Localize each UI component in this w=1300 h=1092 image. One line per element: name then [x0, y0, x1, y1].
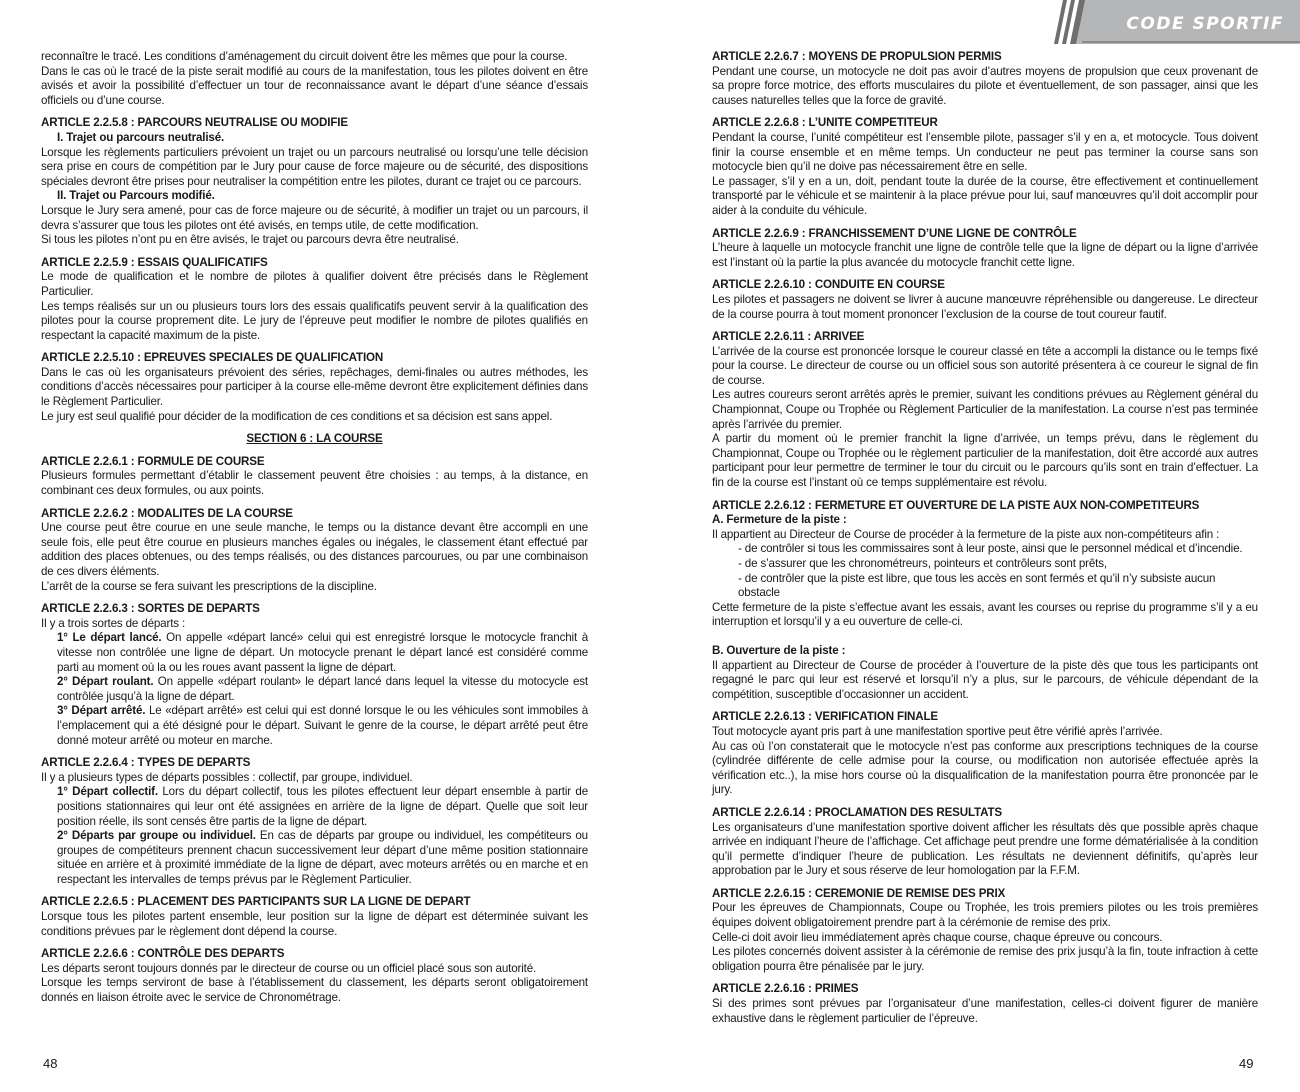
banner-title: CODE SPORTIF	[1126, 14, 1284, 34]
article-2266-p2: Lorsque les temps serviront de base à l’établissement du classement, les départs seront obligatoirement donnés en liaison étroite avec le service de Chronométrage.	[41, 976, 588, 1005]
dash-item: - de s’assurer que les chronométreurs, pointeurs et contrôleurs sont prêts,	[738, 557, 1107, 570]
article-2263-item3	[41, 704, 588, 748]
article-2258-p2: Lorsque le Jury sera amené, pour cas de force majeure ou de sécurité, à modifier un trajet ou un parcours, il devra s’assurer que tous les pilotes ont été avisés, en temps utile, de cette modification.	[41, 203, 588, 232]
article-22612-p-b: Il appartient au Directeur de Course de procéder à l’ouverture de la piste dès que tous les participants ont regagné le parc qui leur est réservé et lorsqu’il n’y a plus, sur le parcours, de véhicule dépendant de la compétition, susceptible d’occasionner un accident.	[712, 658, 1258, 701]
article-2267-title: ARTICLE 2.2.6.7 : MOYENS DE PROPULSION PERMIS	[712, 50, 1002, 63]
right-column	[712, 50, 1258, 1026]
section-6-heading: SECTION 6 : LA COURSE	[246, 432, 383, 446]
article-2262-title: ARTICLE 2.2.6.2 : MODALITES DE LA COURSE	[41, 506, 293, 520]
article-22612-title: ARTICLE 2.2.6.12 : FERMETURE ET OUVERTURE DE LA PISTE AUX NON-COMPETITEURS	[712, 498, 1200, 512]
article-22510-title: ARTICLE 2.2.5.10 : EPREUVES SPECIALES DE QUALIFICATION	[41, 351, 384, 365]
article-2265-p1: Lorsque tous les pilotes partent ensemble, leur position sur la ligne de départ est déterminée suivant les conditions prévues par le règlement dont dépend la course.	[41, 910, 588, 938]
article-22612-p-a: Cette fermeture de la piste s’effectue avant les essais, avant les courses ou reprise du programme s’il y a eu interruption et lorsqu’il y a eu ouverture de celle-ci.	[712, 600, 1258, 629]
article-2264-title: ARTICLE 2.2.6.4 : TYPES DE DEPARTS	[41, 756, 251, 770]
article-2258-sub1: I. Trajet ou parcours neutralisé.	[57, 130, 225, 144]
article-22615-p3: Les pilotes concernés doivent assister à la cérémonie de remise des prix jusqu’à la fin, toute infraction à cette obligation pourra être pénalisée par le jury.	[712, 945, 1258, 973]
article-22615-p1: Pour les épreuves de Championnats, Coupe ou Trophée, les trois premiers pilotes ou les trois premières équipes doivent obligatoirement prendre part à la cérémonie de remise des prix.	[712, 901, 1258, 930]
article-2264-item2	[41, 829, 588, 887]
item-text: Lors du départ collectif, tous les pilotes effectuent leur départ ensemble à partir de positions stationnaires qui leur ont été assignées en arrière de la ligne de départ. Quelle que soit leur position réelle, ils sont censés être partis de la ligne de départ.	[57, 785, 588, 828]
left-column	[41, 50, 588, 1006]
article-2269-title: ARTICLE 2.2.6.9 : FRANCHISSEMENT D’UNE LIGNE DE CONTRÔLE	[712, 226, 1077, 240]
article-2264-item1	[41, 785, 588, 829]
article-22611-p3: A partir du moment où le premier franchit la ligne d’arrivée, un temps prévu, dans le règlement du Championnat, Coupe ou Trophée ou le règlement particulier de la manifestation, doit être accordé aux autres participant pour leur permettre de terminer le tour du circuit ou le parcours qu’ils sont en train d’effectuer. La fin de la course est l’instant où ce temps supplémentaire est révolu.	[712, 432, 1258, 490]
article-2264-intro: Il y a plusieurs types de départs possibles : collectif, par groupe, individuel.	[41, 770, 413, 784]
article-2262-p2: L’arrêt de la course se fera suivant les prescriptions de la discipline.	[41, 579, 377, 593]
article-2263-intro: Il y a trois sortes de départs :	[41, 616, 186, 630]
article-22611-title: ARTICLE 2.2.6.11 : ARRIVEE	[712, 330, 865, 344]
right-page	[650, 0, 1300, 1092]
article-22510-p2: Le jury est seul qualifié pour décider de la modification de ces conditions et sa décision est sans appel.	[41, 409, 553, 423]
article-22612-sub-b: B. Ouverture de la piste :	[712, 643, 846, 657]
article-2265-title: ARTICLE 2.2.6.5 : PLACEMENT DES PARTICIPANTS SUR LA LIGNE DE DEPART	[41, 895, 471, 909]
article-2266-title: ARTICLE 2.2.6.6 : CONTRÔLE DES DEPARTS	[41, 947, 285, 961]
article-2258-title: ARTICLE 2.2.5.8 : PARCOURS NEUTRALISE OU MODIFIE	[41, 116, 348, 130]
item-label: 2° Départs par groupe ou individuel.	[57, 829, 256, 843]
article-22611-p2: Les autres coureurs seront arrêtés après le premier, suivant les conditions prévues au Règlement général du Championnat, Coupe ou Trophée ou Règlement Particulier de la manifestation. La course n’est pas terminée après l’arrivée du premier.	[712, 388, 1258, 431]
article-22612-sub-a: A. Fermeture de la piste :	[712, 513, 847, 527]
item-label: 3° Départ arrêté.	[57, 704, 146, 718]
article-2263-item2	[41, 675, 588, 704]
page-number: 48	[43, 1056, 58, 1071]
article-2268-title: ARTICLE 2.2.6.8 : L’UNITE COMPETITEUR	[712, 116, 938, 130]
article-22614-p1: Les organisateurs d’une manifestation sportive doivent afficher les résultats dès que possible après chaque arrivée en indiquant l’heure de l’affichage. Cet affichage peut prendre une forme dématérialisée à la condition qu’il permette d’indiquer l’heure de publication. Les résultats ne deviennent définitifs, qu’après leur approbation par le Jury et sous réserve de leur homologation par la F.F.M.	[712, 820, 1258, 878]
article-22615-p2: Celle-ci doit avoir lieu immédiatement après chaque course, chaque épreuve ou concours.	[712, 930, 1163, 944]
article-2263-item1	[41, 631, 588, 675]
article-22610-p1: Les pilotes et passagers ne doivent se livrer à aucune manœuvre répréhensible ou dangereuse. Le directeur de la course pourra à tout moment prononcer l’exclusion de la course de tout coureur fautif.	[712, 292, 1258, 321]
article-2266-p1: Les départs seront toujours donnés par le directeur de course ou un officiel placé sous son autorité.	[41, 961, 537, 975]
article-22613-p2: Au cas où l’on constaterait que le motocycle n’est pas conforme aux prescriptions techniques de la course (cylindrée différente de celle admise pour la course, ou modification non autorisée effectuée après la vérification etc..), la mise hors course où la disqualification de la manifestation pourra être prononcée par le jury.	[712, 739, 1258, 797]
article-22613-p1: Tout motocycle ayant pris part à une manifestation sportive peut être vérifié après l’arrivée.	[712, 724, 1163, 738]
article-22610-title: ARTICLE 2.2.6.10 : CONDUITE EN COURSE	[712, 278, 945, 292]
article-2268-p1: Pendant la course, l’unité compétiteur est l’ensemble pilote, passager s’il y en a, et motocycle. Tous doivent finir la course ensemble et en même temps. Un conducteur ne peut pas terminer la course sans son motocycle bien qu’il ne doive pas nécessairement être en selle.	[712, 130, 1258, 174]
item-text: En cas de départs par groupe ou individuel, les compétiteurs ou groupes de compétiteurs prennent chacun successivement leur départ d’une même position stationnaire située en arrière et à proximité immédiate de la ligne de départ, avec moteurs arrêtés ou en marche et en respectant les intervalles de temps prévus par le Règlement Particulier.	[57, 829, 588, 886]
article-2258-sub2: II. Trajet ou Parcours modifié.	[57, 189, 215, 203]
article-22611-p1: L’arrivée de la course est prononcée lorsque le coureur classé en tête a accompli la distance ou le temps fixé pour la course. Le directeur de course ou un officiel sous son autorité présentera à ce coureur le signal de fin de course.	[712, 344, 1258, 387]
article-2269-p1: L’heure à laquelle un motocycle franchit une ligne de contrôle telle que la ligne de départ ou la ligne d’arrivée est l’instant où la partie la plus avancée du motocycle franchit cette ligne.	[712, 241, 1258, 269]
article-2267-p1: Pendant une course, un motocycle ne doit pas avoir d’autres moyens de propulsion que ceux provenant de sa propre force motrice, des efforts musculaires du pilote et éventuellement, de son passager, ainsi que les causes naturelles telles que la force de gravité.	[712, 64, 1258, 107]
article-2263-title: ARTICLE 2.2.6.3 : SORTES DE DEPARTS	[41, 602, 260, 616]
article-22616-title: ARTICLE 2.2.6.16 : PRIMES	[712, 982, 859, 996]
item-label: 1° Départ collectif.	[57, 785, 158, 799]
article-2258-p3: Si tous les pilotes n’ont pu en être avisés, le trajet ou parcours devra être neutralisé.	[41, 233, 459, 247]
article-22615-title: ARTICLE 2.2.6.15 : CEREMONIE DE REMISE DES PRIX	[712, 886, 1006, 900]
item-label: 1° Le départ lancé.	[57, 631, 162, 645]
page-number: 49	[1239, 1056, 1254, 1071]
dash-item-continued: obstacle	[738, 586, 780, 600]
item-label: 2° Départ roulant.	[57, 675, 154, 689]
code-sportif-banner	[1050, 0, 1300, 44]
article-22612-intro-a: Il appartient au Directeur de Course de procéder à la fermeture de la piste aux non-compétiteurs afin :	[712, 527, 1220, 541]
item-text: On appelle «départ roulant» le départ lancé dans lequel la vitesse du motocycle est contrôlée jusqu’à la ligne de départ.	[57, 675, 588, 703]
dash-item: - de contrôler si tous les commissaires sont à leur poste, ainsi que le personnel médical et d’incendie.	[738, 542, 1243, 556]
article-2259-p1: Le mode de qualification et le nombre de pilotes à qualifier doivent être précisés dans le Règlement Particulier.	[41, 270, 588, 298]
article-2259-title: ARTICLE 2.2.5.9 : ESSAIS QUALIFICATIFS	[41, 255, 268, 269]
article-22510-p1: Dans le cas où les organisateurs prévoient des séries, repêchages, demi-finales ou autres méthodes, les conditions d’accès nécessaires pour participer à la course elle-même devront être explicitement définies dans le Règlement Particulier.	[41, 365, 588, 409]
article-2261-p1: Plusieurs formules permettant d’établir le classement peuvent être choisies : au temps, à la distance, en combinant ces deux formules, ou aux points.	[41, 469, 588, 498]
article-2262-p1: Une course peut être courue en une seule manche, le temps ou la distance devant être accompli en une seule fois, elle peut être courue en plusieurs manches égales ou inégales, le classement étant effectué par addition des places obtenues, ou des temps réalisés, ou des distances parcourues, ou par une combinaison de ces divers éléments.	[41, 521, 588, 578]
article-22616-p1: Si des primes sont prévues par l’organisateur d’une manifestation, celles-ci doivent figurer de manière exhaustive dans le règlement particulier de l’épreuve.	[712, 997, 1258, 1025]
item-text: Le «départ arrêté» est celui qui est donné lorsque le ou les véhicules sont immobiles à l’emplacement qui a été désigné pour le départ. Suivant le genre de la course, le départ arrêté peut être donné moteur arrêté ou moteur en marche.	[57, 704, 588, 747]
article-2259-p2: Les temps réalisés sur un ou plusieurs tours lors des essais qualificatifs peuvent servir à la qualification des pilotes pour la course proprement dite. Le jury de l’épreuve peut modifier le nombre de pilotes qualifiés en respectant la capacité maximum de la piste.	[41, 299, 588, 342]
article-2258-p1: Lorsque les règlements particuliers prévoient un trajet ou un parcours neutralisé ou lorsqu’une telle décision sera prise en cours de compétition par le Jury pour cause de force majeure ou de sécurité, des dispositions spéciales devront être prises pour neutraliser la compétition entre les pilotes, durant ce trajet ou ce parcours.	[41, 145, 588, 188]
intro-paragraph: Dans le cas où le tracé de la piste serait modifié au cours de la manifestation, tous les pilotes doivent en être avisés et avoir la possibilité d’effectuer un tour de reconnaissance avant le départ d’une séance d’essais officiels ou d’une course.	[41, 64, 588, 107]
article-22613-title: ARTICLE 2.2.6.13 : VERIFICATION FINALE	[712, 710, 938, 724]
article-22614-title: ARTICLE 2.2.6.14 : PROCLAMATION DES RESULTATS	[712, 805, 1002, 819]
article-2268-p2: Le passager, s’il y en a un, doit, pendant toute la durée de la course, être effectivement et continuellement transporté par le véhicule et se maintenir à la place prévue pour lui, sauf manœuvres qu’il doit accomplir pour aider à la conduite du véhicule.	[712, 174, 1258, 217]
dash-item: - de contrôler que la piste est libre, que tous les accès en sont fermés et qu’il n’y subsiste aucun	[738, 571, 1216, 585]
spacer	[712, 630, 1258, 644]
item-text: On appelle «départ lancé» celui qui est enregistré lorsque le motocycle franchit à vitesse non contrôlée une ligne de départ. Un motocycle prenant le départ lancé est considéré comme parti au moment où la ou les roues avant passent la ligne de départ.	[57, 631, 589, 674]
intro-paragraph: reconnaître le tracé. Les conditions d’aménagement du circuit doivent être les mêmes que pour la course.	[41, 50, 568, 63]
article-2261-title: ARTICLE 2.2.6.1 : FORMULE DE COURSE	[41, 454, 265, 468]
